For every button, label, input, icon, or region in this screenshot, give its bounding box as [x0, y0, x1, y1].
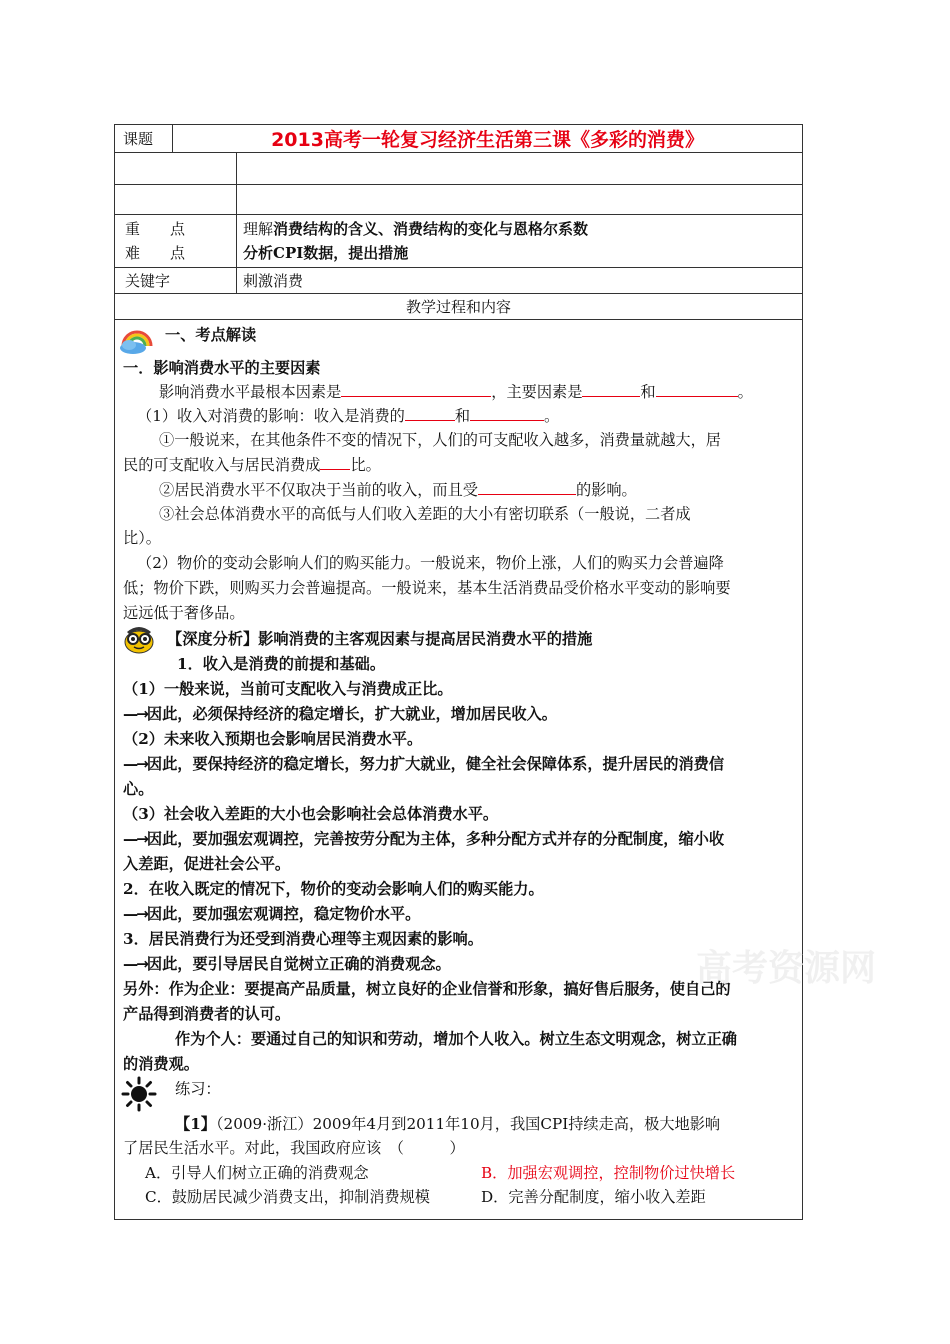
arrow-icon: —→	[123, 905, 147, 923]
option-b: B．加强宏观调控，控制物价过快增长	[481, 1164, 736, 1182]
line-income: （1）收入对消费的影响：收入是消费的 和 。	[137, 407, 560, 425]
question-1-cont: 了居民生活水平。对此，我国政府应该 （ ）	[123, 1139, 465, 1157]
s2-p14: 另外：作为企业：要提高产品质量，树立良好的企业信誉和形象，搞好售后服务，使自己的	[123, 980, 731, 998]
line-factors: 影响消费水平最根本因素是 ，主要因素是 和 。	[159, 383, 753, 401]
key-point-prefix: 理解	[243, 220, 274, 238]
arrow-icon: —→	[123, 705, 147, 723]
s2-p2: （1）一般来说，当前可支配收入与消费成正比。	[123, 680, 453, 698]
topic-label: 课题	[115, 125, 173, 153]
option-d: D．完善分配制度，缩小收入差距	[481, 1188, 706, 1206]
difficulty-text: 分析CPI数据，提出措施	[243, 244, 409, 262]
s2-p15: 产品得到消费者的认可。	[123, 1005, 291, 1023]
section1-heading: 一、考点解读	[165, 326, 257, 344]
s2-p4: （2）未来收入预期也会影响居民消费水平。	[123, 730, 423, 748]
page-title: 2013高考一轮复习经济生活第三课《多彩的消费》	[173, 125, 803, 153]
section1-subheading: 一．影响消费水平的主要因素	[123, 359, 321, 377]
s2-p13: —→因此，要引导居民自觉树立正确的消费观念。	[123, 955, 451, 973]
line-price: （2）物价的变动会影响人们的购买能力。一般说来，物价上涨，人们的购买力会普遍降	[137, 554, 724, 572]
empty-cell	[237, 153, 803, 185]
empty-cell	[115, 185, 237, 215]
empty-cell	[115, 153, 237, 185]
lesson-table	[114, 124, 803, 1220]
s2-p5: —→因此，要保持经济的稳定增长，努力扩大就业，健全社会保障体系，提升居民的消费信	[123, 755, 725, 773]
option-a: A．引导人们树立正确的消费观念	[145, 1164, 369, 1182]
arrow-icon: —→	[123, 755, 147, 773]
keyword-value: 刺激消费	[237, 268, 803, 294]
owl-glasses-icon	[119, 622, 159, 654]
s2-p16: 作为个人：要通过自己的知识和劳动，增加个人收入。树立生态文明观念，树立正确	[175, 1030, 737, 1048]
rainbow-cloud-icon	[117, 326, 157, 354]
s2-p6: 心。	[123, 780, 154, 798]
sun-icon	[121, 1076, 157, 1112]
s2-p17: 的消费观。	[123, 1055, 199, 1073]
section2-heading: 【深度分析】影响消费的主客观因素与提高居民消费水平的措施	[167, 630, 593, 648]
s2-p7: （3）社会收入差距的大小也会影响社会总体消费水平。	[123, 805, 499, 823]
practice-heading: 练习：	[175, 1080, 221, 1098]
key-difficulty-labels	[115, 215, 237, 268]
arrow-icon: —→	[123, 955, 147, 973]
line-p1b: 民的可支配收入与居民消费成 比。	[123, 456, 381, 474]
s2-p12: 3．居民消费行为还受到消费心理等主观因素的影响。	[123, 930, 483, 948]
watermark: 高考资源网	[696, 948, 877, 989]
s2-p11: —→因此，要加强宏观调控，稳定物价水平。	[123, 905, 421, 923]
line-price3: 远远低于奢侈品。	[123, 604, 245, 622]
line-p3: ③社会总体消费水平的高低与人们收入差距的大小有密切联系（一般说，二者成	[159, 505, 691, 523]
s2-p8: —→因此，要加强宏观调控，完善按劳分配为主体，多种分配方式并存的分配制度，缩小收	[123, 830, 725, 848]
arrow-icon: —→	[123, 830, 147, 848]
lesson-plan	[114, 124, 802, 1220]
key-point-label: 重 点	[125, 220, 186, 238]
line-p1: ①一般说来，在其他条件不变的情况下，人们的可支配收入越多，消费量就越大，居	[159, 431, 721, 449]
s2-p1: 1．收入是消费的前提和基础。	[177, 655, 386, 673]
line-price2: 低；物价下跌，则购买力会普遍提高。一般说来，基本生活消费品受价格水平变动的影响要	[123, 579, 731, 597]
line-p2: ②居民消费水平不仅取决于当前的收入，而且受 的影响。	[159, 481, 637, 499]
key-point-text: 消费结构的含义、消费结构的变化与恩格尔系数	[273, 220, 589, 238]
teaching-content	[115, 320, 803, 1220]
option-c: C．鼓励居民减少消费支出，抑制消费规模	[145, 1188, 430, 1206]
difficulty-label: 难 点	[125, 244, 186, 262]
s2-p10: 2．在收入既定的情况下，物价的变动会影响人们的购买能力。	[123, 880, 544, 898]
key-difficulty-content	[237, 215, 803, 268]
s2-p9: 入差距，促进社会公平。	[123, 855, 291, 873]
question-1: 【1】（2009·浙江）2009年4月到2011年10月，我国CPI持续走高，极大地影响	[175, 1115, 721, 1133]
keyword-label: 关键字	[115, 268, 237, 294]
empty-cell	[237, 185, 803, 215]
line-p3b: 比）。	[123, 529, 161, 547]
s2-p3: —→因此，必须保持经济的稳定增长，扩大就业，增加居民收入。	[123, 705, 557, 723]
process-heading: 教学过程和内容	[115, 294, 803, 320]
